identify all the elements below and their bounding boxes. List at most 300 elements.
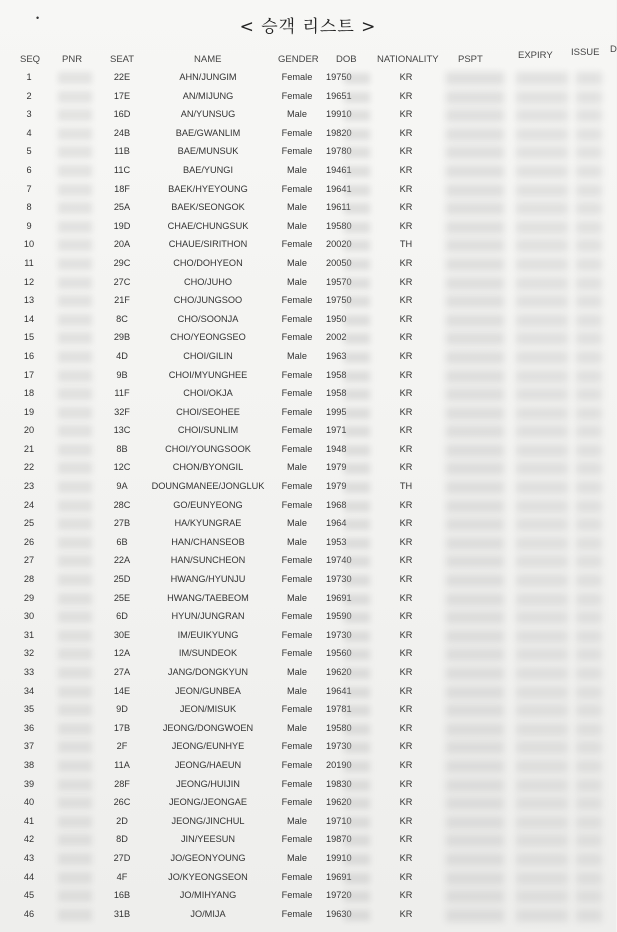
passport-redacted xyxy=(446,351,504,364)
seq-cell: 34 xyxy=(23,685,35,696)
header-seat: SEAT xyxy=(110,54,135,65)
expiry-redacted xyxy=(516,165,568,178)
pnr-redacted xyxy=(58,741,92,753)
dob-redacted xyxy=(344,575,370,586)
name-cell: CHO/YEONGSEO xyxy=(170,332,246,343)
nationality-cell: KR xyxy=(399,90,413,101)
seq-cell: 33 xyxy=(23,667,35,677)
seq-cell: 19 xyxy=(23,406,35,417)
seat-cell: 4F xyxy=(116,871,128,882)
pnr-redacted xyxy=(58,574,92,586)
gender-cell: Female xyxy=(281,127,313,138)
nationality-cell: KR xyxy=(399,722,413,733)
nationality-cell: KR xyxy=(399,852,413,863)
seq-cell: 25 xyxy=(23,518,35,529)
table-row xyxy=(0,219,616,238)
name-cell: JIN/YEESUN xyxy=(180,834,236,845)
issue-redacted xyxy=(576,239,602,252)
pnr-redacted xyxy=(58,425,92,437)
dob-cell: 19910 xyxy=(326,852,352,863)
seat-cell: 27C xyxy=(113,276,131,287)
name-cell: HAN/SUNCHEON xyxy=(170,555,246,566)
pnr-redacted xyxy=(58,258,92,270)
passport-redacted xyxy=(446,816,504,829)
name-cell: JO/MIHYANG xyxy=(179,890,237,901)
gender-cell: Male xyxy=(287,592,307,603)
name-cell: CHO/JUNGSOO xyxy=(173,295,243,306)
issue-redacted xyxy=(576,816,602,829)
mark-dot: • xyxy=(36,13,40,23)
seq-cell: 6 xyxy=(26,164,32,175)
dob-cell: 19651 xyxy=(326,90,352,101)
issue-redacted xyxy=(576,425,602,438)
gender-cell: Female xyxy=(281,146,313,157)
gender-cell: Male xyxy=(287,462,307,473)
expiry-redacted xyxy=(516,109,568,122)
name-cell: CHOI/YOUNGSOOK xyxy=(165,443,251,454)
nationality-cell: KR xyxy=(399,908,413,919)
issue-redacted xyxy=(576,797,602,810)
table-row xyxy=(0,70,616,89)
seq-cell: 45 xyxy=(23,890,35,901)
seat-cell: 32F xyxy=(114,406,130,417)
header-gender: GENDER xyxy=(278,54,319,65)
seat-cell: 9D xyxy=(116,704,128,715)
name-cell: IM/EUIKYUNG xyxy=(177,629,239,640)
dob-cell: 1953 xyxy=(326,536,347,547)
nationality-cell: KR xyxy=(399,406,413,417)
pnr-redacted xyxy=(58,723,92,735)
passport-redacted xyxy=(446,723,504,736)
nationality-cell: KR xyxy=(399,815,413,826)
issue-redacted xyxy=(576,537,602,550)
dob-cell: 19691 xyxy=(326,592,352,603)
issue-redacted xyxy=(576,574,602,587)
dob-redacted xyxy=(344,315,370,326)
name-cell: CHOI/SUNLIM xyxy=(177,425,239,436)
pnr-redacted xyxy=(58,853,92,865)
nationality-cell: KR xyxy=(399,350,413,361)
dob-redacted xyxy=(344,854,370,865)
pnr-redacted xyxy=(58,872,92,884)
nationality-cell: KR xyxy=(399,518,413,529)
seq-cell: 41 xyxy=(23,815,35,826)
dob-cell: 1979 xyxy=(326,462,347,473)
seat-cell: 8D xyxy=(116,834,128,845)
pnr-redacted xyxy=(58,760,92,772)
gender-cell: Female xyxy=(281,481,313,492)
dob-redacted xyxy=(344,631,370,642)
table-row xyxy=(0,293,616,312)
table-row xyxy=(0,572,616,591)
table-row xyxy=(0,851,616,870)
name-cell: GO/EUNYEONG xyxy=(173,499,243,510)
pnr-redacted xyxy=(58,314,92,326)
table-row xyxy=(0,163,616,182)
passport-redacted xyxy=(446,872,504,885)
issue-redacted xyxy=(576,91,602,104)
issue-redacted xyxy=(576,444,602,457)
dob-redacted xyxy=(344,426,370,437)
gender-cell: Female xyxy=(281,425,313,436)
expiry-redacted xyxy=(516,500,568,513)
dob-cell: 2002 xyxy=(326,332,347,343)
expiry-redacted xyxy=(516,741,568,754)
issue-redacted xyxy=(576,834,602,847)
seat-cell: 30E xyxy=(113,629,131,640)
expiry-redacted xyxy=(516,202,568,215)
issue-redacted xyxy=(576,779,602,792)
pnr-redacted xyxy=(58,667,92,679)
pnr-redacted xyxy=(58,388,92,400)
seat-cell: 8B xyxy=(116,443,128,454)
table-row xyxy=(0,256,616,275)
seq-cell: 14 xyxy=(23,313,35,324)
name-cell: BAE/YUNGI xyxy=(182,164,234,175)
issue-redacted xyxy=(576,555,602,568)
dob-cell: 19720 xyxy=(326,890,352,901)
gender-cell: Female xyxy=(281,406,313,417)
table-row xyxy=(0,479,616,498)
dob-cell: 20020 xyxy=(326,239,352,250)
seat-cell: 29C xyxy=(113,257,131,268)
seat-cell: 21F xyxy=(114,295,130,306)
table-row xyxy=(0,237,616,256)
pnr-redacted xyxy=(58,239,92,251)
expiry-redacted xyxy=(516,72,568,85)
seat-cell: 9B xyxy=(116,369,128,380)
nationality-cell: KR xyxy=(399,741,413,752)
seat-cell: 25E xyxy=(113,592,131,603)
table-row xyxy=(0,739,616,758)
dob-redacted xyxy=(344,910,370,921)
nationality-cell: KR xyxy=(399,202,413,213)
name-cell: AN/YUNSUG xyxy=(180,109,236,120)
seq-cell: 42 xyxy=(23,834,35,845)
table-row xyxy=(0,907,616,926)
seat-cell: 25D xyxy=(113,574,131,585)
header-d: D xyxy=(610,44,617,55)
seat-cell: 13C xyxy=(113,425,131,436)
dob-cell: 1979 xyxy=(326,481,347,492)
seat-cell: 17E xyxy=(113,90,131,101)
expiry-redacted xyxy=(516,332,568,345)
dob-cell: 19830 xyxy=(326,778,352,789)
gender-cell: Female xyxy=(281,295,313,306)
seq-cell: 28 xyxy=(23,574,35,585)
expiry-redacted xyxy=(516,407,568,420)
passport-redacted xyxy=(446,667,504,680)
name-cell: JO/MIJA xyxy=(190,908,226,919)
dob-cell: 1948 xyxy=(326,443,347,454)
passport-redacted xyxy=(446,500,504,513)
table-row xyxy=(0,591,616,610)
passport-redacted xyxy=(446,518,504,531)
gender-cell: Female xyxy=(281,183,313,194)
seq-cell: 16 xyxy=(23,350,35,361)
gender-cell: Male xyxy=(287,722,307,733)
expiry-redacted xyxy=(516,723,568,736)
issue-redacted xyxy=(576,165,602,178)
seq-cell: 23 xyxy=(23,481,35,492)
gender-cell: Male xyxy=(287,276,307,287)
pnr-redacted xyxy=(58,555,92,567)
expiry-redacted xyxy=(516,909,568,922)
dob-cell: 19710 xyxy=(326,815,352,826)
dob-redacted xyxy=(344,445,370,456)
nationality-cell: KR xyxy=(399,369,413,380)
expiry-redacted xyxy=(516,834,568,847)
dob-redacted xyxy=(344,203,370,214)
seat-cell: 12C xyxy=(113,462,131,473)
dob-cell: 19740 xyxy=(326,555,352,566)
seq-cell: 27 xyxy=(23,555,35,566)
issue-redacted xyxy=(576,146,602,159)
dob-cell: 19570 xyxy=(326,276,352,287)
issue-redacted xyxy=(576,332,602,345)
passport-redacted xyxy=(446,202,504,215)
gender-cell: Female xyxy=(281,759,313,770)
dob-redacted xyxy=(344,594,370,605)
seat-cell: 9A xyxy=(116,481,128,492)
nationality-cell: KR xyxy=(399,443,413,454)
dob-redacted xyxy=(344,129,370,140)
table-row xyxy=(0,368,616,387)
passport-redacted xyxy=(446,909,504,922)
expiry-redacted xyxy=(516,184,568,197)
seq-cell: 1 xyxy=(26,72,32,82)
seq-cell: 38 xyxy=(23,759,35,770)
passport-redacted xyxy=(446,388,504,401)
seat-cell: 2D xyxy=(116,815,128,826)
dob-redacted xyxy=(344,278,370,289)
dob-redacted xyxy=(344,408,370,419)
nationality-cell: KR xyxy=(399,592,413,603)
nationality-cell: KR xyxy=(399,871,413,882)
seat-cell: 17B xyxy=(113,722,131,733)
dob-redacted xyxy=(344,110,370,121)
name-cell: AHN/JUNGIM xyxy=(179,72,237,82)
name-cell: BAE/GWANLIM xyxy=(175,127,241,138)
dob-redacted xyxy=(344,687,370,698)
passport-redacted xyxy=(446,593,504,606)
dob-cell: 19750 xyxy=(326,295,352,306)
nationality-cell: KR xyxy=(399,834,413,845)
issue-redacted xyxy=(576,481,602,494)
pnr-redacted xyxy=(58,909,92,921)
name-cell: HAN/CHANSEOB xyxy=(171,536,245,547)
pnr-redacted xyxy=(58,444,92,456)
dob-redacted xyxy=(344,147,370,158)
name-cell: CHOI/OKJA xyxy=(183,388,233,399)
issue-redacted xyxy=(576,388,602,401)
passport-redacted xyxy=(446,704,504,717)
issue-redacted xyxy=(576,648,602,661)
expiry-redacted xyxy=(516,760,568,773)
dob-redacted xyxy=(344,724,370,735)
seq-cell: 20 xyxy=(23,425,35,436)
expiry-redacted xyxy=(516,593,568,606)
seq-cell: 8 xyxy=(26,202,32,213)
gender-cell: Male xyxy=(287,109,307,120)
seq-cell: 32 xyxy=(23,648,35,659)
seat-cell: 11F xyxy=(114,388,130,399)
header-expiry: EXPIRY xyxy=(518,50,553,61)
name-cell: JEONG/DONGWOEN xyxy=(162,722,254,733)
seq-cell: 17 xyxy=(23,369,35,380)
seat-cell: 28C xyxy=(113,499,131,510)
issue-redacted xyxy=(576,314,602,327)
gender-cell: Female xyxy=(281,499,313,510)
name-cell: JEONG/HUIJIN xyxy=(176,778,240,789)
seat-cell: 20A xyxy=(113,239,131,250)
dob-redacted xyxy=(344,463,370,474)
dob-cell: 20050 xyxy=(326,257,352,268)
expiry-redacted xyxy=(516,797,568,810)
seq-cell: 11 xyxy=(24,257,34,268)
seq-cell: 35 xyxy=(23,704,35,715)
pnr-redacted xyxy=(58,109,92,121)
nationality-cell: KR xyxy=(399,629,413,640)
expiry-redacted xyxy=(516,128,568,141)
table-row xyxy=(0,535,616,554)
seat-cell: 11C xyxy=(113,164,131,175)
dob-redacted xyxy=(344,501,370,512)
gender-cell: Male xyxy=(287,685,307,696)
dob-redacted xyxy=(344,166,370,177)
name-cell: AN/MIJUNG xyxy=(182,90,234,101)
gender-cell: Male xyxy=(287,852,307,863)
seat-cell: 16D xyxy=(113,109,131,120)
gender-cell: Male xyxy=(287,815,307,826)
nationality-cell: KR xyxy=(399,257,413,268)
expiry-redacted xyxy=(516,146,568,159)
seat-cell: 29B xyxy=(113,332,131,343)
expiry-redacted xyxy=(516,258,568,271)
name-cell: JEONG/JEONGAE xyxy=(168,797,248,808)
passport-redacted xyxy=(446,890,504,903)
name-cell: JEONG/JINCHUL xyxy=(171,815,245,826)
nationality-cell: TH xyxy=(399,481,413,492)
table-row xyxy=(0,405,616,424)
name-cell: JO/KYEONGSEON xyxy=(168,871,248,882)
table-row xyxy=(0,721,616,740)
table-row xyxy=(0,684,616,703)
gender-cell: Female xyxy=(281,908,313,919)
nationality-cell: KR xyxy=(399,555,413,566)
dob-redacted xyxy=(344,185,370,196)
nationality-cell: KR xyxy=(399,611,413,622)
gender-cell: Female xyxy=(281,797,313,808)
gender-cell: Female xyxy=(281,369,313,380)
issue-redacted xyxy=(576,890,602,903)
expiry-redacted xyxy=(516,630,568,643)
gender-cell: Male xyxy=(287,350,307,361)
dob-redacted xyxy=(344,891,370,902)
nationality-cell: KR xyxy=(399,164,413,175)
passport-redacted xyxy=(446,760,504,773)
pnr-redacted xyxy=(58,370,92,382)
name-cell: HYUN/JUNGRAN xyxy=(171,611,245,622)
pnr-redacted xyxy=(58,146,92,158)
gender-cell: Female xyxy=(281,629,313,640)
dob-redacted xyxy=(344,835,370,846)
gender-cell: Female xyxy=(281,574,313,585)
name-cell: JO/GEONYOUNG xyxy=(170,852,246,863)
expiry-redacted xyxy=(516,872,568,885)
dob-cell: 1995 xyxy=(326,406,347,417)
seat-cell: 2F xyxy=(116,741,128,752)
expiry-redacted xyxy=(516,648,568,661)
seat-cell: 19D xyxy=(113,220,131,231)
dob-redacted xyxy=(344,296,370,307)
gender-cell: Male xyxy=(287,202,307,213)
table-row xyxy=(0,702,616,721)
nationality-cell: KR xyxy=(399,332,413,343)
seat-cell: 6B xyxy=(116,536,128,547)
pnr-redacted xyxy=(58,72,92,84)
table-row xyxy=(0,609,616,628)
pnr-redacted xyxy=(58,500,92,512)
name-cell: JEONG/HAEUN xyxy=(174,759,242,770)
pnr-redacted xyxy=(58,611,92,623)
header-issue: ISSUE xyxy=(571,47,600,58)
pnr-redacted xyxy=(58,537,92,549)
issue-redacted xyxy=(576,853,602,866)
gender-cell: Female xyxy=(281,332,313,343)
dob-cell: 19580 xyxy=(326,722,352,733)
dob-cell: 19641 xyxy=(326,183,352,194)
seq-cell: 13 xyxy=(23,295,35,306)
dob-redacted xyxy=(344,556,370,567)
table-row xyxy=(0,498,616,517)
table-row xyxy=(0,182,616,201)
passport-redacted xyxy=(446,853,504,866)
seat-cell: 27D xyxy=(113,852,131,863)
seat-cell: 27A xyxy=(113,667,131,677)
table-header xyxy=(0,44,617,68)
issue-redacted xyxy=(576,704,602,717)
dob-redacted xyxy=(344,352,370,363)
table-row xyxy=(0,553,616,572)
header-nationality: NATIONALITY xyxy=(377,54,439,65)
footer-text xyxy=(430,920,432,929)
seat-cell: 22A xyxy=(113,555,131,566)
table-row xyxy=(0,312,616,331)
name-cell: CHAE/CHUNGSUK xyxy=(167,220,249,231)
name-cell: CHO/SOONJA xyxy=(177,313,239,324)
seq-cell: 7 xyxy=(26,183,32,194)
expiry-redacted xyxy=(516,574,568,587)
issue-redacted xyxy=(576,630,602,643)
passport-redacted xyxy=(446,462,504,475)
seat-cell: 4D xyxy=(116,350,128,361)
table-row xyxy=(0,423,616,442)
nationality-cell: KR xyxy=(399,759,413,770)
dob-cell: 19630 xyxy=(326,908,352,919)
expiry-redacted xyxy=(516,388,568,401)
name-cell: JANG/DONGKYUN xyxy=(167,667,249,677)
dob-cell: 1971 xyxy=(326,425,347,436)
seat-cell: 14E xyxy=(113,685,131,696)
dob-redacted xyxy=(344,817,370,828)
dob-redacted xyxy=(344,92,370,103)
nationality-cell: KR xyxy=(399,797,413,808)
expiry-redacted xyxy=(516,686,568,699)
passenger-table xyxy=(0,70,616,925)
seq-cell: 43 xyxy=(23,852,35,863)
gender-cell: Female xyxy=(281,555,313,566)
